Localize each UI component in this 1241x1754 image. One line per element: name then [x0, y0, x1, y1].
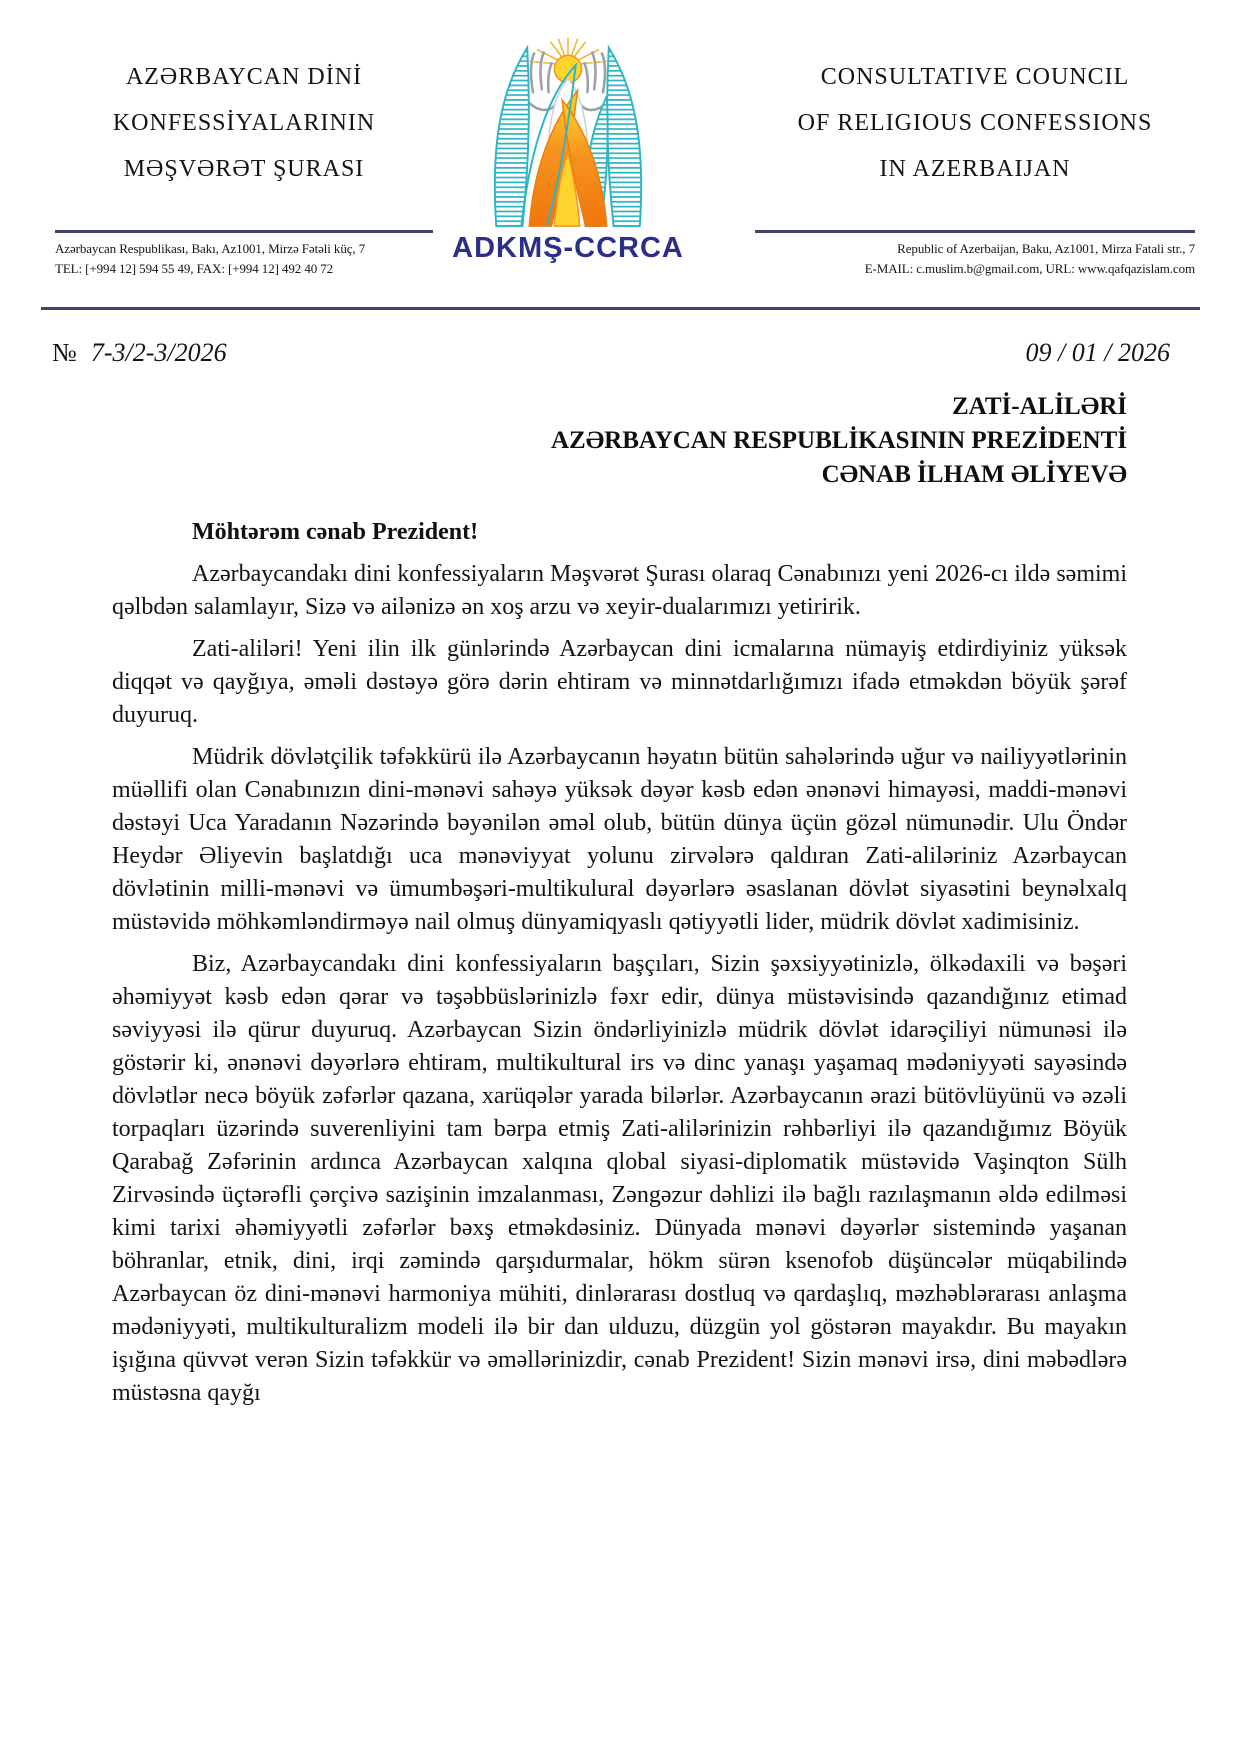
council-emblem-icon [461, 36, 675, 230]
numero-sign: № [52, 338, 77, 367]
addressee-line: CƏNAB İLHAM ƏLİYEVƏ [821, 461, 1127, 488]
addressee-block [112, 390, 1127, 492]
email-url-line: E-MAIL: c.muslim.b@gmail.com, URL: www.qafqazislam.com [864, 261, 1195, 276]
letter-paragraph: Biz, Azərbaycandakı dini konfessiyaların başçıları, Sizin şəxsiyyətinizlə, ölkədaxili və bəşəri əhəmiyyət kəsb edən qərar və təşəbbüslərinizlə fəxr edir, dünya müstəvisində qazandığınız etimad səviyyəsi ilə qürur duyuruq. Azərbaycan Sizin öndərliyinizlə müdrik dövlət idarəçiliyi nümunəsi ilə göstərir ki, ənənəvi dəyərlərə ehtiram, multikultural irs və dinc yanaşı yaşamaq mədəniyyəti sayəsində dövlətlər necə böyük zəfərlər qazana, xarüqələr yarada bilərlər. Azərbaycanın ərazi bütövlüyünü və əzəli torpaqları üzərində suverenliyini tam bərpa etmiş Zati-alilərinizin rəhbərliyi ilə qazandığımız Böyük Qarabağ Zəfərinin ardınca Azərbaycan xalqına qlobal siyasi-diplomatik müstəvidə Vaşinqton Sülh Zirvəsində üçtərəfli çərçivə sazişinin imzalanması, Zəngəzur dəhlizi ilə bağlı razılaşmanın əldə edilməsi kimi tarixi əhəmiyyətli zəfərlər bəxş etməkdəsiniz. Dünyada mənəvi dəyərlər sistemində yaşanan böhranlar, etnik, dini, irqi zəmində qarşıdurmalar, hökm sürən ksenofob düşüncələr müqabilində Azərbaycan öz dini-mənəvi harmoniya mühiti, dinlərarası dostluq və qardaşlıq, məzhəblərarası anlaşma mədəniyyəti, multikulturalizm modeli ilə bir dan ulduzu, düzgün yol göstərən mayakdır. Bu mayakın işığına qüvvət verən Sizin təfəkkür və əməllərinizdir, cənab Prezident! Sizin mənəvi irsə, dini məbədlərə müstəsna qayğı [112, 951, 1127, 1406]
org-title-en-line: IN AZERBAIJAN [879, 156, 1071, 182]
org-address-azerbaijani [55, 239, 433, 279]
letterhead-left-block [55, 36, 433, 279]
letter-paragraph: Zati-aliləri! Yeni ilin ilk günlərində Azərbaycan dini icmalarına nümayiş etdirdiyiniz yüksək diqqət və qayğıya, əməli dəstəyə görə dərin ehtiram və minnətdarlığımızı ifadə etməkdən böyük şərəf duyuruq. [112, 636, 1127, 728]
org-address-english [755, 239, 1195, 279]
council-logo-block [452, 36, 684, 265]
letter-body [112, 390, 1127, 1410]
org-title-english [755, 54, 1195, 192]
logo-acronym-text: ADKMŞ-CCRCA [452, 232, 684, 264]
header-bottom-divider [41, 307, 1200, 310]
document-meta-row [52, 338, 1170, 368]
address-line: Republic of Azerbaijan, Baku, Az1001, Mirza Fatali str., 7 [897, 241, 1195, 256]
document-date: 09 / 01 / 2026 [1025, 338, 1170, 367]
addressee-line: ZATİ-ALİLƏRİ [952, 393, 1127, 420]
org-title-az-line: AZƏRBAYCAN DİNİ [125, 64, 363, 90]
org-title-en-line: CONSULTATIVE COUNCIL [820, 64, 1130, 90]
org-title-en-line: OF RELIGIOUS CONFESSIONS [797, 110, 1153, 136]
flame-tower-right [607, 48, 641, 226]
salutation: Möhtərəm cənab Prezident! [192, 519, 479, 545]
org-title-azerbaijani [55, 54, 433, 192]
phone-fax-line: TEL: [+994 12] 594 55 49, FAX: [+994 12] 492 40 72 [55, 261, 334, 276]
org-title-az-line: MƏŞVƏRƏT ŞURASI [123, 156, 365, 182]
left-header-divider [55, 230, 433, 233]
addressee-line: AZƏRBAYCAN RESPUBLİKASININ PREZİDENTİ [550, 427, 1127, 454]
letterhead-right-block [755, 36, 1195, 279]
letterhead [0, 0, 1241, 279]
flame-tower-left [495, 48, 529, 226]
reference-number: № 7-3/2-3/2026 [52, 338, 227, 367]
org-title-az-line: KONFESSİYALARININ [112, 110, 376, 136]
letter-paragraph: Azərbaycandakı dini konfessiyaların Məşvərət Şurası olaraq Cənabınızı yeni 2026-cı ildə səmimi qəlbdən salamlayır, Sizə və ailənizə ən xoş arzu və xeyir-dualarımızı yetiririk. [112, 561, 1127, 620]
address-line: Azərbaycan Respublikası, Bakı, Az1001, Mirzə Fətəli küç, 7 [55, 241, 366, 256]
right-header-divider [755, 230, 1195, 233]
letter-paragraph: Müdrik dövlətçilik təfəkkürü ilə Azərbaycanın həyatın bütün sahələrində uğur və nailiyyətlərinin müəllifi olan Cənabınızın dini-mənəvi sahəyə yüksək dəyər kəsb edən ənənəvi himayəsi, maddi-mənəvi dəstəyi Uca Yaradanın Nəzərində bəyənilən əməl olub, bütün dünya üçün gözəl nümunədir. Ulu Öndər Heydər Əliyevin başlatdığı uca mənəviyyat yolunu zirvələrə qaldıran Zati-aliləriniz Azərbaycan dövlətinin milli-mənəvi və ümumbəşəri-multikulural dəyərlərə əsaslanan dövlət siyasətini beynəlxalq müstəvidə möhkəmləndirməyə nail olmuş dünyamiqyaslı qətiyyətli lider, müdrik dövlət xadimisiniz. [112, 744, 1127, 935]
